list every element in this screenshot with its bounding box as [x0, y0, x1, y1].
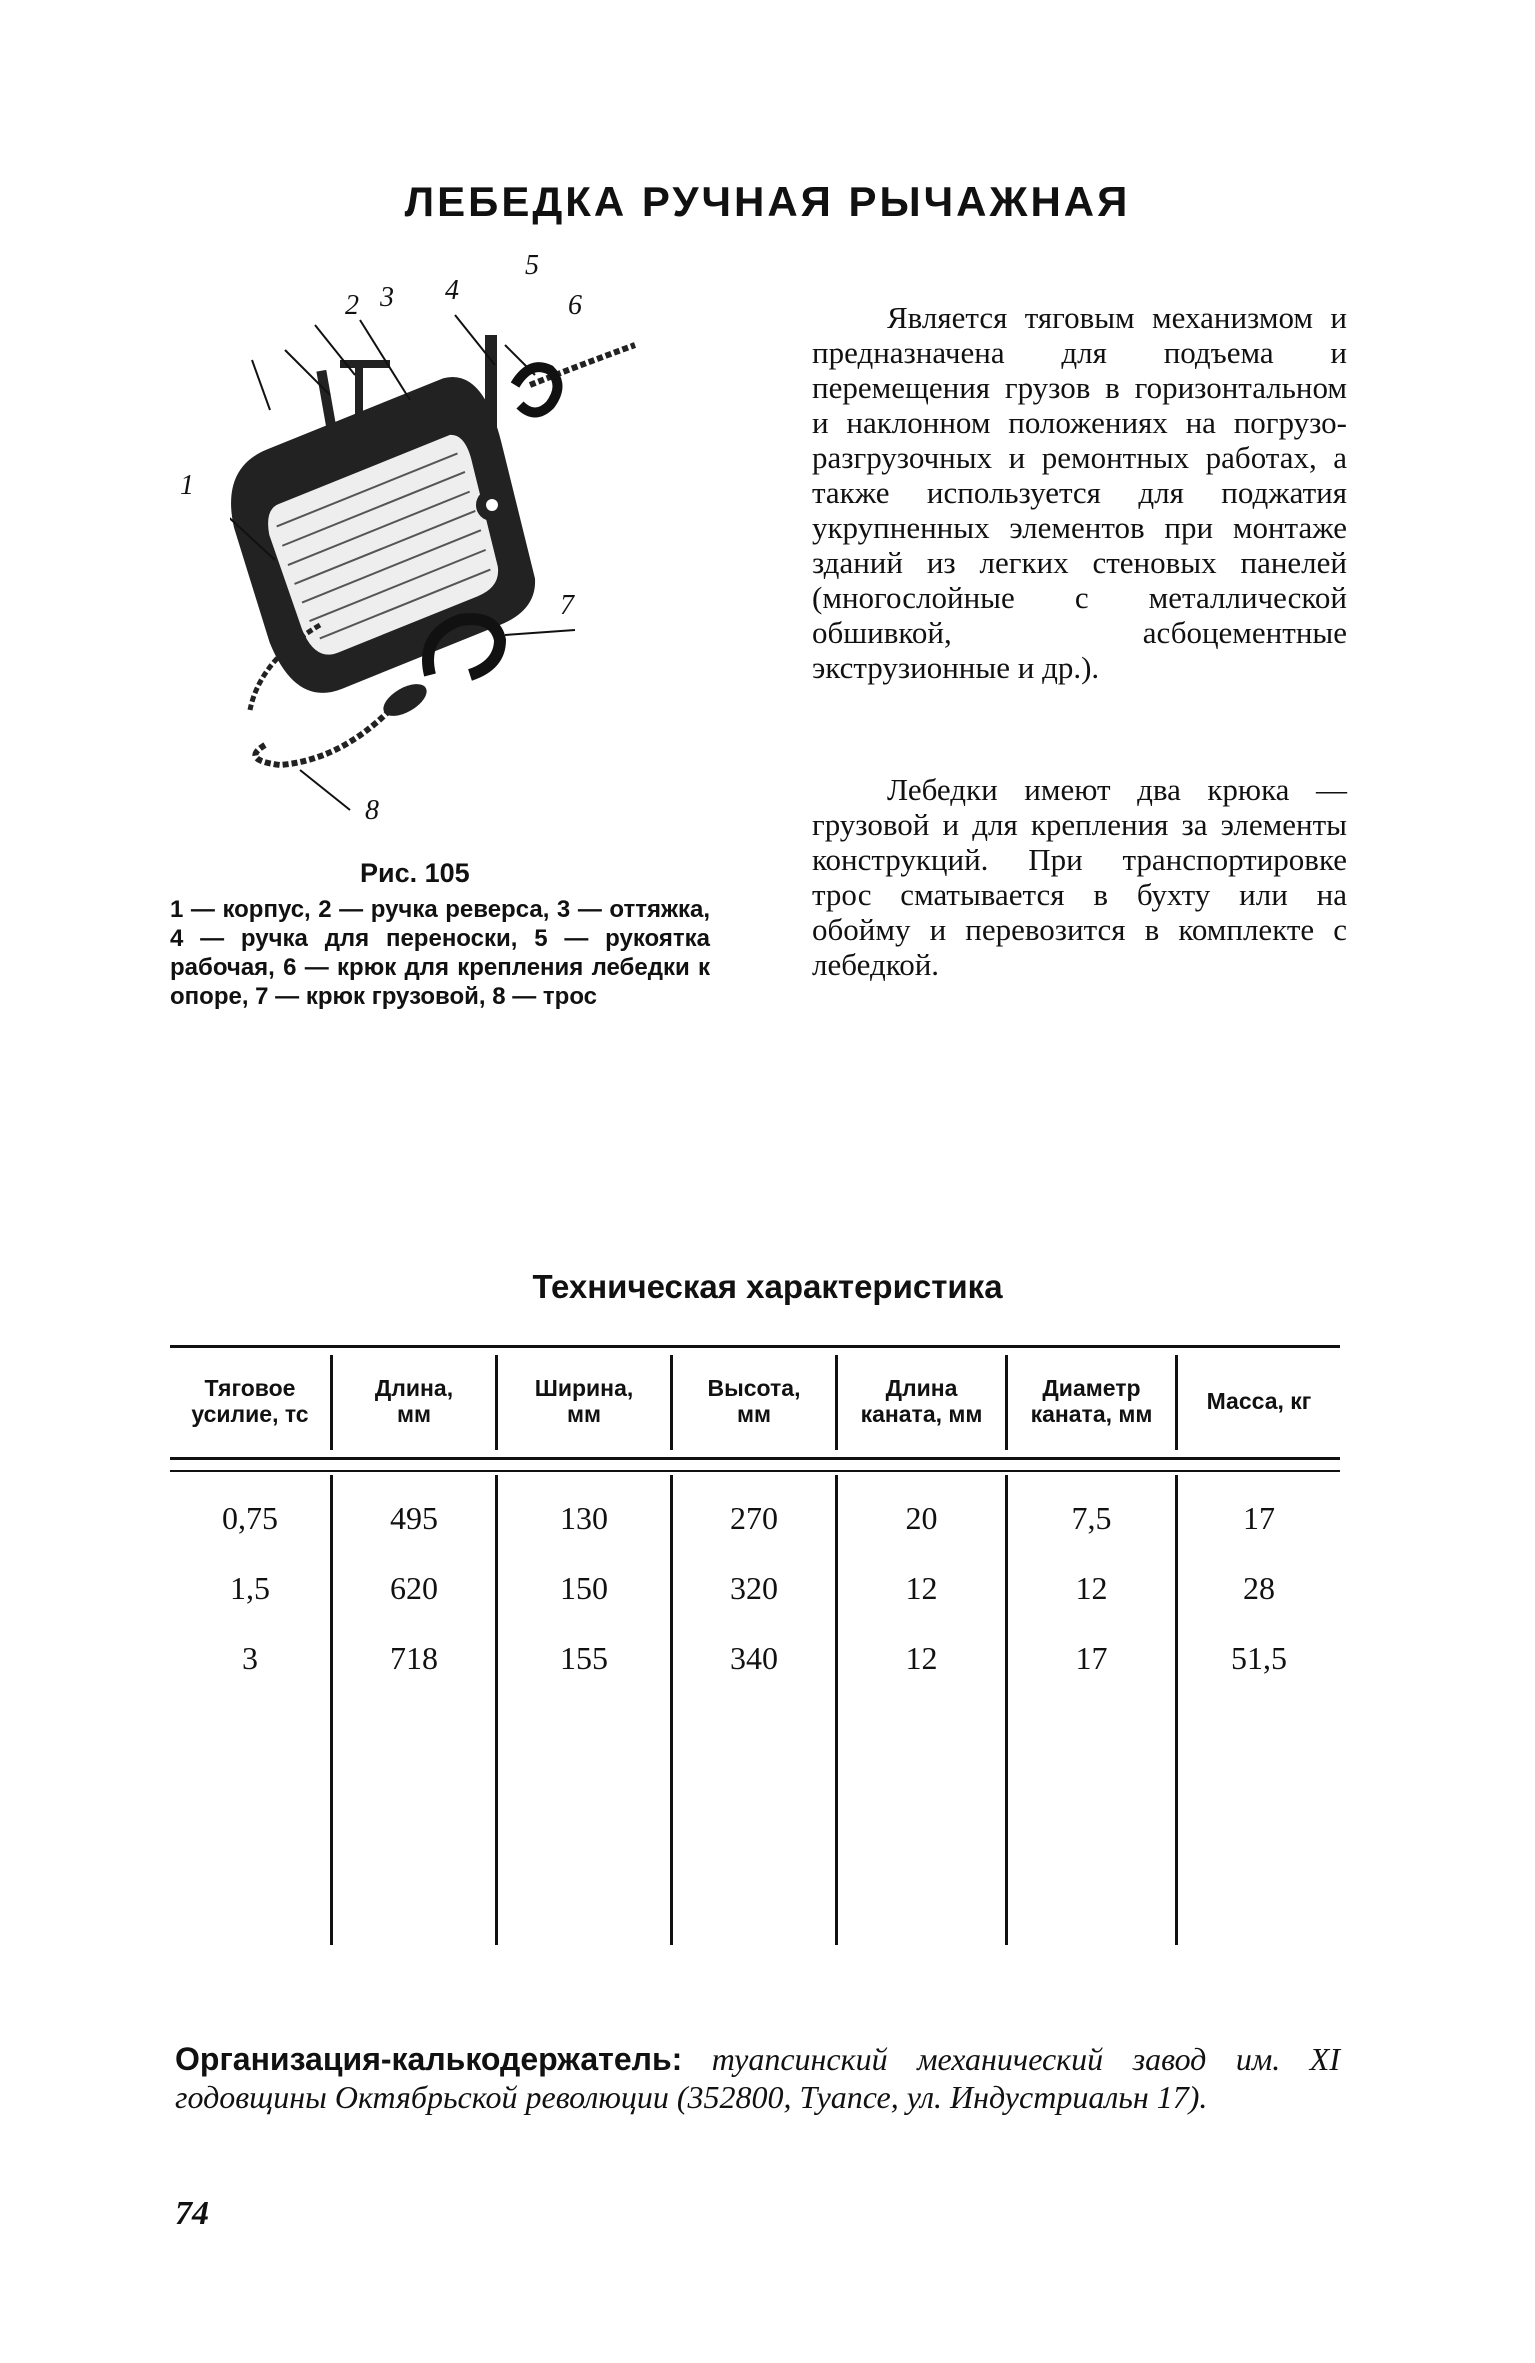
callout-7: 7 [560, 590, 574, 621]
col-sep [1005, 1475, 1008, 1945]
callout-2: 2 [345, 290, 359, 321]
callout-1: 1 [180, 470, 194, 501]
header-height: Высота, мм [707, 1375, 801, 1427]
callout-5: 5 [525, 250, 539, 281]
footer-label: Организация-калькодержатель: [175, 2041, 683, 2077]
body-paragraph-1: Является тяговым механизмом и предназначена для подъема и перемещения грузов в горизонтальном и наклонном положениях на погрузо-разгрузочных и ремонтных работах, а также используется для поджатия укрупненных элементов при монтаже зданий из легких стеновых панелей (многослойные с металлической обшивкой, асбоцементные экструзионные и др.). [812, 300, 1347, 685]
table-cell: 130 [560, 1500, 608, 1536]
spec-table [170, 1345, 1340, 1945]
table-cell: 150 [560, 1570, 608, 1606]
figure-caption-title: Рис. 105 [360, 858, 470, 888]
winch-illustration [230, 290, 670, 850]
footer-body: туапсинский механический завод им. XI годовщины Октябрьской революции (352800, Туапсе, ул. Индустриальн 17). [175, 2041, 1341, 2115]
table-cell: 12 [1075, 1570, 1108, 1606]
table-header-rule [170, 1457, 1340, 1460]
callout-8: 8 [365, 795, 379, 826]
table-cell: 17 [1075, 1640, 1108, 1676]
table-title: Техническая характеристика [532, 1268, 1003, 1305]
callout-3: 3 [380, 282, 394, 313]
header-rope-diameter: Диаметр каната, мм [1030, 1375, 1153, 1427]
col-sep [330, 1475, 333, 1945]
table-cell: 0,75 [222, 1500, 278, 1536]
table-cell: 3 [242, 1640, 258, 1676]
table-cell: 28 [1243, 1570, 1275, 1606]
callout-4: 4 [445, 275, 459, 306]
header-traction: Тяговое усилие, тс [191, 1375, 309, 1427]
table-top-rule [170, 1345, 1340, 1348]
col-sep [495, 1475, 498, 1945]
header-length: Длина, мм [374, 1375, 454, 1427]
header-mass: Масса, кг [1206, 1388, 1312, 1414]
callout-6: 6 [568, 290, 582, 321]
col-sep [835, 1475, 838, 1945]
table-cell: 155 [560, 1640, 608, 1676]
table-cell: 340 [730, 1640, 778, 1676]
table-cell: 12 [905, 1570, 938, 1606]
header-rope-length: Длина каната, мм [860, 1375, 983, 1427]
table-cell: 7,5 [1071, 1500, 1112, 1536]
table-cell: 20 [905, 1500, 938, 1536]
table-header-rule-2 [170, 1470, 1340, 1472]
table-cell: 1,5 [230, 1570, 270, 1606]
header-width: Ширина, мм [534, 1375, 634, 1427]
table-cell: 718 [390, 1640, 438, 1676]
winch-figure [180, 250, 670, 850]
col-sep [1175, 1475, 1178, 1945]
body-paragraph-2: Лебедки имеют два крюка — грузовой и для крепления за элементы конструкций. При транспортировке трос сматывается в бухту или на обойму и перевозится в комплекте с лебедкой. [812, 772, 1347, 982]
table-cell: 320 [730, 1570, 778, 1606]
figure-caption: 1 — корпус, 2 — ручка реверса, 3 — оттяжка, 4 — ручка для переноски, 5 — рукоятка рабочая, 6 — крюк для крепления лебедки к опоре, 7 — крюк грузовой, 8 — трос [170, 896, 710, 1010]
footer-organization [175, 2040, 1340, 2116]
table-cell: 12 [905, 1640, 938, 1676]
table-cell: 51,5 [1231, 1640, 1287, 1676]
page-title: ЛЕБЕДКА РУЧНАЯ РЫЧАЖНАЯ [404, 178, 1131, 225]
page-number: 74 [175, 2195, 209, 2232]
col-sep [670, 1475, 673, 1945]
table-cell: 270 [730, 1500, 778, 1536]
table-cell: 495 [390, 1500, 438, 1536]
table-cell: 620 [390, 1570, 438, 1606]
table-cell: 17 [1243, 1500, 1275, 1536]
